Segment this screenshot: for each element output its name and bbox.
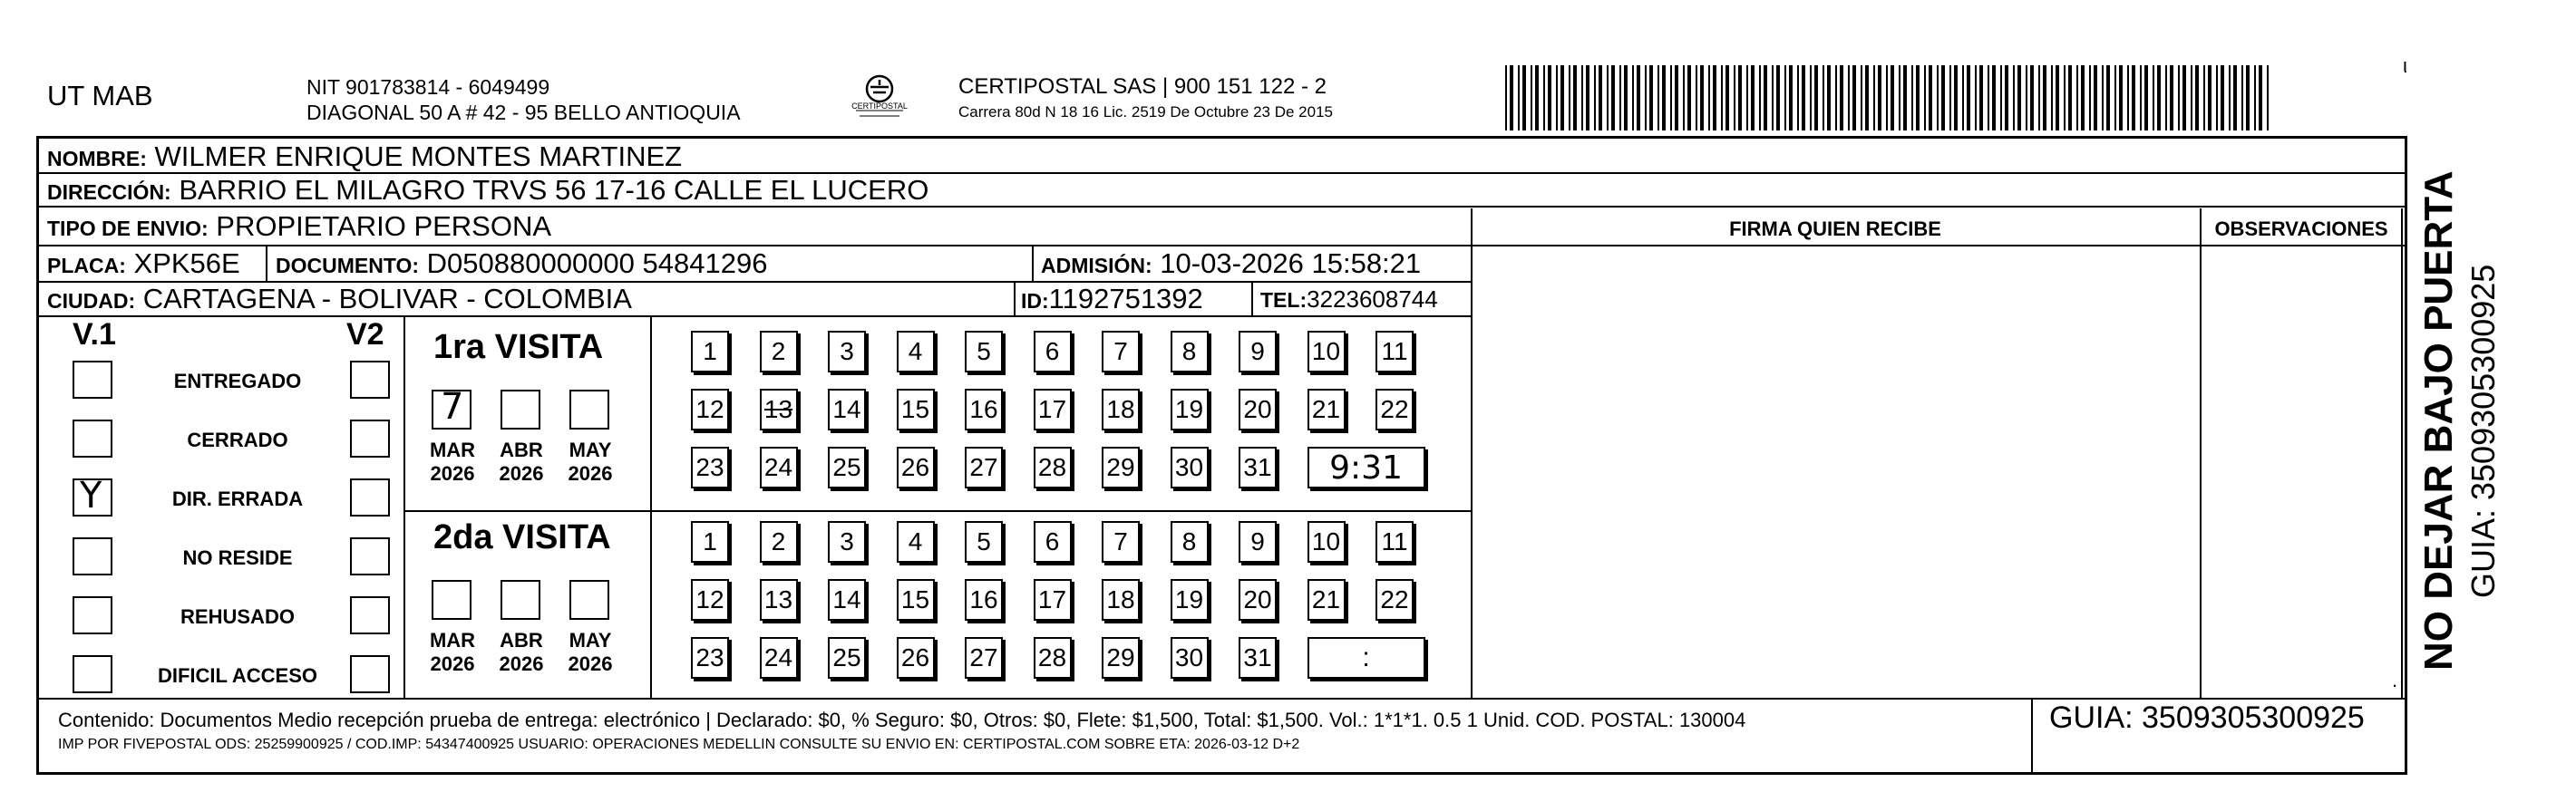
day-checkbox[interactable]: 22 — [1375, 389, 1414, 430]
day-checkbox[interactable]: 18 — [1102, 579, 1140, 621]
day-checkbox[interactable]: 7 — [1102, 331, 1140, 372]
barcode-bar — [2106, 65, 2110, 130]
month-label — [490, 439, 553, 486]
barcode-bar — [1772, 65, 1774, 130]
visit1-status-checkbox[interactable] — [73, 475, 112, 517]
barcode-bar — [1835, 65, 1837, 130]
rule — [266, 246, 267, 281]
day-checkbox[interactable]: 26 — [897, 637, 935, 679]
day-checkbox[interactable]: 6 — [1034, 331, 1072, 372]
month-year: 2026 — [568, 652, 613, 675]
barcode-bar — [1543, 65, 1545, 130]
barcode-bar — [2208, 65, 2211, 130]
barcode-bar — [1954, 65, 1958, 130]
barcode-bar — [1670, 65, 1672, 130]
barcode-bar — [1746, 65, 1748, 130]
barcode-bar — [1967, 65, 1970, 130]
recipient-id: 1192751392 — [1048, 283, 1203, 314]
barcode-bar — [2259, 65, 2262, 130]
barcode-bar — [2170, 65, 2173, 130]
barcode-bar — [1548, 65, 1551, 130]
month-checkbox[interactable] — [432, 386, 471, 430]
admission-date: 10-03-2026 15:58:21 — [1160, 247, 1422, 279]
barcode-bar — [2233, 65, 2237, 130]
month-label — [421, 629, 484, 676]
certipostal-logo — [843, 71, 916, 123]
day-checkbox[interactable]: 19 — [1171, 579, 1209, 621]
day-checkbox[interactable]: 13 — [760, 389, 798, 430]
day-checkbox[interactable]: 25 — [828, 447, 866, 488]
month-name: ABR — [500, 439, 543, 461]
barcode-bar — [1738, 65, 1742, 130]
barcode-bar — [2068, 65, 2072, 130]
day-checkbox[interactable]: 3 — [828, 331, 866, 372]
barcode-bar — [2241, 65, 2243, 130]
barcode-bar — [1810, 65, 1812, 130]
recipient-address: BARRIO EL MILAGRO TRVS 56 17-16 CALLE EL LUCERO — [179, 174, 929, 206]
visit2-status-checkbox[interactable] — [350, 655, 390, 693]
barcode-bar — [2165, 65, 2167, 130]
barcode-bar — [1683, 65, 1685, 130]
barcode-bar — [2056, 65, 2059, 130]
day-checkbox[interactable]: 16 — [965, 389, 1003, 430]
barcode-bar — [1903, 65, 1907, 130]
barcode-bar — [1929, 65, 1932, 130]
day-checkbox[interactable]: 19 — [1171, 389, 1209, 430]
month-year: 2026 — [568, 462, 613, 485]
day-checkbox[interactable]: 23 — [691, 447, 729, 488]
barcode-bar — [2221, 65, 2224, 130]
month-checkbox[interactable] — [569, 390, 609, 430]
barcode-bar — [2076, 65, 2078, 130]
barcode-bar — [1586, 65, 1589, 130]
day-checkbox[interactable]: 4 — [897, 331, 935, 372]
day-checkbox[interactable]: 23 — [691, 637, 729, 679]
month-checkbox[interactable] — [432, 580, 471, 620]
visit2-status-header: V2 — [346, 317, 384, 352]
day-checkbox[interactable]: 21 — [1307, 579, 1346, 621]
day-checkbox[interactable]: 27 — [965, 637, 1003, 679]
rule — [2401, 208, 2403, 700]
day-checkbox[interactable]: 29 — [1102, 447, 1140, 488]
day-checkbox[interactable]: 1 — [691, 521, 729, 563]
time-field[interactable]: : — [1307, 637, 1425, 679]
barcode-bar — [2267, 65, 2269, 130]
barcode-bar — [1734, 65, 1735, 130]
day-checkbox[interactable]: 14 — [828, 579, 866, 621]
barcode-bar — [1624, 65, 1628, 130]
observations-column-header: OBSERVACIONES — [2214, 217, 2388, 240]
barcode-bar — [2216, 65, 2218, 130]
month-year: 2026 — [499, 652, 544, 675]
day-checkbox[interactable]: 13 — [760, 579, 798, 621]
month-checkbox[interactable] — [501, 580, 540, 620]
barcode-bar — [1949, 65, 1951, 130]
rule — [1032, 246, 1034, 281]
month-name: MAR — [429, 439, 476, 461]
month-label — [490, 629, 553, 676]
recipient-name-field: NOMBRE: WILMER ENRIQUE MONTES MARTINEZ — [47, 140, 683, 172]
barcode-bar — [1662, 65, 1666, 130]
barcode-bar — [1573, 65, 1577, 130]
day-checkbox[interactable]: 5 — [965, 331, 1003, 372]
barcode-bar — [2038, 65, 2040, 130]
barcode-bar — [2195, 65, 2199, 130]
day-checkbox[interactable]: 26 — [897, 447, 935, 488]
status-label: NO RESIDE — [182, 546, 293, 569]
barcode-bar — [2246, 65, 2250, 130]
day-checkbox[interactable]: 2 — [760, 331, 798, 372]
day-checkbox[interactable]: 16 — [965, 579, 1003, 621]
barcode-bar — [1751, 65, 1755, 130]
recipient-phone: 3223608744 — [1307, 285, 1438, 313]
day-checkbox[interactable]: 11 — [1375, 521, 1414, 563]
courier-company: CERTIPOSTAL SAS | 900 151 122 - 2 — [958, 74, 1327, 99]
barcode-bar — [1891, 65, 1894, 130]
barcode-bar — [2182, 65, 2186, 130]
barcode-bar — [1852, 65, 1856, 130]
barcode-bar — [1607, 65, 1609, 130]
barcode-bar — [1518, 65, 1520, 130]
barcode-bar — [2178, 65, 2180, 130]
day-checkbox[interactable]: 10 — [1307, 331, 1346, 372]
recipient-name: WILMER ENRIQUE MONTES MARTINEZ — [154, 140, 683, 172]
barcode-bar — [1941, 65, 1945, 130]
barcode-bar — [1823, 65, 1824, 130]
day-checkbox[interactable]: 25 — [828, 637, 866, 679]
corner-tick: ι — [2403, 54, 2407, 77]
day-checkbox[interactable]: 6 — [1034, 521, 1072, 563]
barcode-bar — [1649, 65, 1653, 130]
barcode-bar — [1569, 65, 1570, 130]
barcode-bar — [2000, 65, 2002, 130]
barcode-bar — [1861, 65, 1862, 130]
barcode-bar — [1802, 65, 1805, 130]
barcode-bar — [2017, 65, 2021, 130]
barcode-bar — [1696, 65, 1697, 130]
barcode-bar — [1637, 65, 1640, 130]
barcode-bar — [2005, 65, 2008, 130]
barcode-bar — [2127, 65, 2129, 130]
barcode-bar — [1531, 65, 1532, 130]
month-label — [421, 439, 484, 486]
month-name: MAY — [569, 439, 612, 461]
day-checkbox[interactable]: 31 — [1239, 447, 1277, 488]
barcode-bar — [2064, 65, 2066, 130]
sender-info — [306, 74, 741, 125]
month-checkbox[interactable] — [501, 390, 540, 430]
phone-field: TEL:3223608744 — [1260, 285, 1438, 313]
time-field[interactable]: 9:31 — [1307, 447, 1425, 488]
day-checkbox[interactable]: 17 — [1034, 579, 1072, 621]
shipment-type-field: TIPO DE ENVIO: PROPIETARIO PERSONA — [47, 210, 552, 242]
status-label: REHUSADO — [180, 605, 295, 628]
visit1-status-checkbox[interactable] — [73, 655, 112, 693]
logo-text: CERTIPOSTAL — [851, 101, 908, 111]
barcode-bar — [1556, 65, 1558, 130]
day-checkbox[interactable]: 31 — [1239, 637, 1277, 679]
status-label: ENTREGADO — [173, 370, 302, 392]
day-checkbox[interactable]: 11 — [1375, 331, 1414, 372]
day-checkbox[interactable]: 7 — [1102, 521, 1140, 563]
day-checkbox[interactable]: 24 — [760, 447, 798, 488]
print-info: IMP POR FIVEPOSTAL ODS: 25259900925 / COD.IMP: 54347400925 USUARIO: OPERACIONES MEDELLIN CONSULTE SU ENVIO EN: CERTIPOSTAL.COM SOBRE ETA: 2026-03-12 D+2 — [58, 737, 1300, 752]
barcode-bar — [1713, 65, 1716, 130]
day-checkbox[interactable]: 3 — [828, 521, 866, 563]
visit2-status-checkbox[interactable] — [350, 537, 390, 575]
barcode-bar — [1937, 65, 1939, 130]
day-checkbox[interactable]: 27 — [965, 447, 1003, 488]
shipment-type: PROPIETARIO PERSONA — [216, 210, 552, 242]
barcode-bar — [1865, 65, 1869, 130]
barcode-bar — [2094, 65, 2097, 130]
visit2-status-checkbox[interactable] — [350, 420, 390, 458]
day-checkbox[interactable]: 15 — [897, 579, 935, 621]
handwritten-mark: 7 — [441, 386, 464, 428]
barcode-bar — [1560, 65, 1564, 130]
day-checkbox[interactable]: 12 — [691, 579, 729, 621]
barcode-bar — [1784, 65, 1786, 130]
barcode-bar — [1911, 65, 1913, 130]
barcode-bar — [2140, 65, 2142, 130]
barcode-bar — [1645, 65, 1647, 130]
barcode-bar — [2144, 65, 2148, 130]
day-checkbox[interactable]: 21 — [1307, 389, 1346, 430]
barcode-bar — [1725, 65, 1729, 130]
barcode-bar — [1962, 65, 1964, 130]
visit2-status-checkbox[interactable] — [350, 596, 390, 634]
barcode-bar — [1827, 65, 1831, 130]
day-checkbox[interactable]: 28 — [1034, 637, 1072, 679]
barcode-bar — [1657, 65, 1659, 130]
barcode-bar — [1700, 65, 1704, 130]
tracking-number: GUIA: 3509305300925 — [2049, 700, 2365, 735]
courier-info — [958, 74, 1333, 125]
barcode-bar — [1510, 65, 1513, 130]
rule — [2031, 700, 2033, 772]
day-checkbox[interactable]: 30 — [1171, 447, 1209, 488]
barcode-bar — [1632, 65, 1634, 130]
sender-nit: NIT 901783814 - 6049499 — [306, 75, 550, 99]
visit1-status-checkbox[interactable] — [73, 361, 112, 399]
recipient-city: CARTAGENA - BOLIVAR - COLOMBIA — [142, 283, 632, 314]
barcode-bar — [1873, 65, 1875, 130]
day-checkbox[interactable]: 8 — [1171, 331, 1209, 372]
barcode-bar — [2043, 65, 2046, 130]
barcode-bar — [1535, 65, 1539, 130]
barcode-bar — [2229, 65, 2231, 130]
visit1-status-checkbox[interactable] — [73, 420, 112, 458]
day-checkbox[interactable]: 20 — [1239, 389, 1277, 430]
signature-column-header: FIRMA QUIEN RECIBE — [1729, 217, 1941, 240]
barcode-bar — [1708, 65, 1710, 130]
day-checkbox[interactable]: 9 — [1239, 521, 1277, 563]
barcode-bar — [1619, 65, 1621, 130]
barcode-bar — [1687, 65, 1691, 130]
barcode-bar — [1916, 65, 1920, 130]
courier-license: Carrera 80d N 18 16 Lic. 2519 De Octubre 23 De 2015 — [958, 103, 1333, 121]
barcode-bar — [1599, 65, 1602, 130]
barcode-bar — [2203, 65, 2205, 130]
rule — [2200, 208, 2202, 700]
barcode-bar — [2013, 65, 2015, 130]
barcode-bar — [2254, 65, 2256, 130]
month-checkbox[interactable] — [569, 580, 609, 620]
rule — [403, 317, 405, 698]
handwritten-mark: Y — [80, 475, 102, 517]
barcode-bar — [1886, 65, 1888, 130]
visit1-status-checkbox[interactable] — [73, 596, 112, 634]
status-label: DIFICIL ACCESO — [157, 664, 317, 687]
barcode-bar — [1975, 65, 1977, 130]
sender-address: DIAGONAL 50 A # 42 - 95 BELLO ANTIOQUIA — [306, 101, 741, 124]
rule — [1471, 208, 1473, 700]
day-checkbox[interactable]: 15 — [897, 389, 935, 430]
barcode-bar — [2030, 65, 2034, 130]
day-checkbox[interactable]: 17 — [1034, 389, 1072, 430]
day-checkbox[interactable]: 12 — [691, 389, 729, 430]
recipient-address-field: DIRECCIÓN: BARRIO EL MILAGRO TRVS 56 17-16 CALLE EL LUCERO — [47, 174, 929, 206]
day-checkbox[interactable]: 4 — [897, 521, 935, 563]
visit1-status-header: V.1 — [73, 317, 116, 352]
no-leave-under-door-notice: NO DEJAR BAJO PUERTA — [2416, 170, 2461, 671]
tracking-barcode — [1505, 65, 2271, 130]
admission-field: ADMISIÓN: 10-03-2026 15:58:21 — [1041, 247, 1422, 279]
barcode-bar — [2051, 65, 2053, 130]
document-field: DOCUMENTO: D050880000000 54841296 — [276, 247, 768, 279]
barcode-bar — [2191, 65, 2192, 130]
barcode-bar — [1505, 65, 1507, 130]
day-checkbox[interactable]: 29 — [1102, 637, 1140, 679]
visit1-title: 1ra VISITA — [433, 328, 604, 366]
barcode-bar — [1988, 65, 1989, 130]
barcode-bar — [2102, 65, 2104, 130]
visit2-status-checkbox[interactable] — [350, 361, 390, 399]
day-checkbox[interactable]: 30 — [1171, 637, 1209, 679]
month-year: 2026 — [430, 462, 475, 485]
barcode-bar — [1721, 65, 1723, 130]
day-checkbox[interactable]: 1 — [691, 331, 729, 372]
month-year: 2026 — [430, 652, 475, 675]
side-tracking-number: GUIA: 3509305300925 — [2464, 264, 2502, 598]
barcode-bar — [1759, 65, 1761, 130]
barcode-bar — [1899, 65, 1900, 130]
status-label: CERRADO — [187, 429, 288, 451]
day-checkbox[interactable]: 14 — [828, 389, 866, 430]
status-label: DIR. ERRADA — [171, 488, 304, 510]
city-field: CIUDAD: CARTAGENA - BOLIVAR - COLOMBIA — [47, 283, 632, 314]
visit2-status-checkbox[interactable] — [350, 478, 390, 517]
barcode-bar — [1764, 65, 1767, 130]
rule — [650, 317, 652, 698]
plate-number: XPK56E — [133, 247, 240, 279]
rule — [1251, 283, 1253, 315]
day-checkbox[interactable]: 22 — [1375, 579, 1414, 621]
barcode-bar — [1522, 65, 1526, 130]
month-year: 2026 — [499, 462, 544, 485]
month-label — [559, 439, 622, 486]
shipment-contents: Contenido: Documentos Medio recepción prueba de entrega: electrónico | Declarado: $0, % Seguro: $0, Otros: $0, Flete: $1,500, Total: $1,500. Vol.: 1*1*1. 0.5 1 Unid. COD. POSTAL: 130004 — [58, 709, 1746, 731]
rule — [403, 510, 1472, 512]
barcode-bar — [1776, 65, 1780, 130]
barcode-bar — [2026, 65, 2027, 130]
barcode-bar — [1992, 65, 1996, 130]
plate-field: PLACA: XPK56E — [47, 247, 240, 279]
barcode-bar — [1594, 65, 1596, 130]
rule — [1014, 283, 1016, 315]
day-checkbox[interactable]: 8 — [1171, 521, 1209, 563]
day-checkbox[interactable]: 24 — [760, 637, 798, 679]
barcode-bar — [1581, 65, 1583, 130]
barcode-bar — [1797, 65, 1799, 130]
day-checkbox[interactable]: 2 — [760, 521, 798, 563]
rule — [39, 698, 2406, 700]
barcode-bar — [1814, 65, 1818, 130]
day-checkbox[interactable]: 10 — [1307, 521, 1346, 563]
barcode-bar — [1848, 65, 1850, 130]
barcode-bar — [2089, 65, 2091, 130]
barcode-bar — [1979, 65, 1983, 130]
month-name: ABR — [500, 629, 543, 652]
visit2-title: 2da VISITA — [433, 518, 611, 556]
barcode-bar — [2114, 65, 2116, 130]
day-checkbox[interactable]: 20 — [1239, 579, 1277, 621]
barcode-bar — [2119, 65, 2123, 130]
observations-area[interactable] — [2203, 246, 2399, 696]
document-number: D050880000000 54841296 — [426, 247, 768, 279]
month-name: MAR — [429, 629, 476, 652]
barcode-bar — [1878, 65, 1881, 130]
month-label — [559, 629, 622, 676]
barcode-bar — [2157, 65, 2161, 130]
month-name: MAY — [569, 629, 612, 652]
barcode-bar — [2081, 65, 2085, 130]
brand-name: UT MAB — [47, 80, 153, 111]
dot-mark: . — [2392, 669, 2398, 691]
day-checkbox[interactable]: 28 — [1034, 447, 1072, 488]
barcode-bar — [1611, 65, 1615, 130]
barcode-bar — [2153, 65, 2154, 130]
visit1-status-checkbox[interactable] — [73, 537, 112, 575]
day-checkbox[interactable]: 5 — [965, 521, 1003, 563]
barcode-bar — [1840, 65, 1843, 130]
signature-area[interactable] — [1474, 246, 2198, 696]
barcode-bar — [1789, 65, 1793, 130]
day-checkbox[interactable]: 9 — [1239, 331, 1277, 372]
barcode-bar — [2132, 65, 2135, 130]
barcode-bar — [1924, 65, 1926, 130]
day-checkbox[interactable]: 18 — [1102, 389, 1140, 430]
id-field: ID:1192751392 — [1021, 283, 1203, 314]
barcode-bar — [1675, 65, 1678, 130]
